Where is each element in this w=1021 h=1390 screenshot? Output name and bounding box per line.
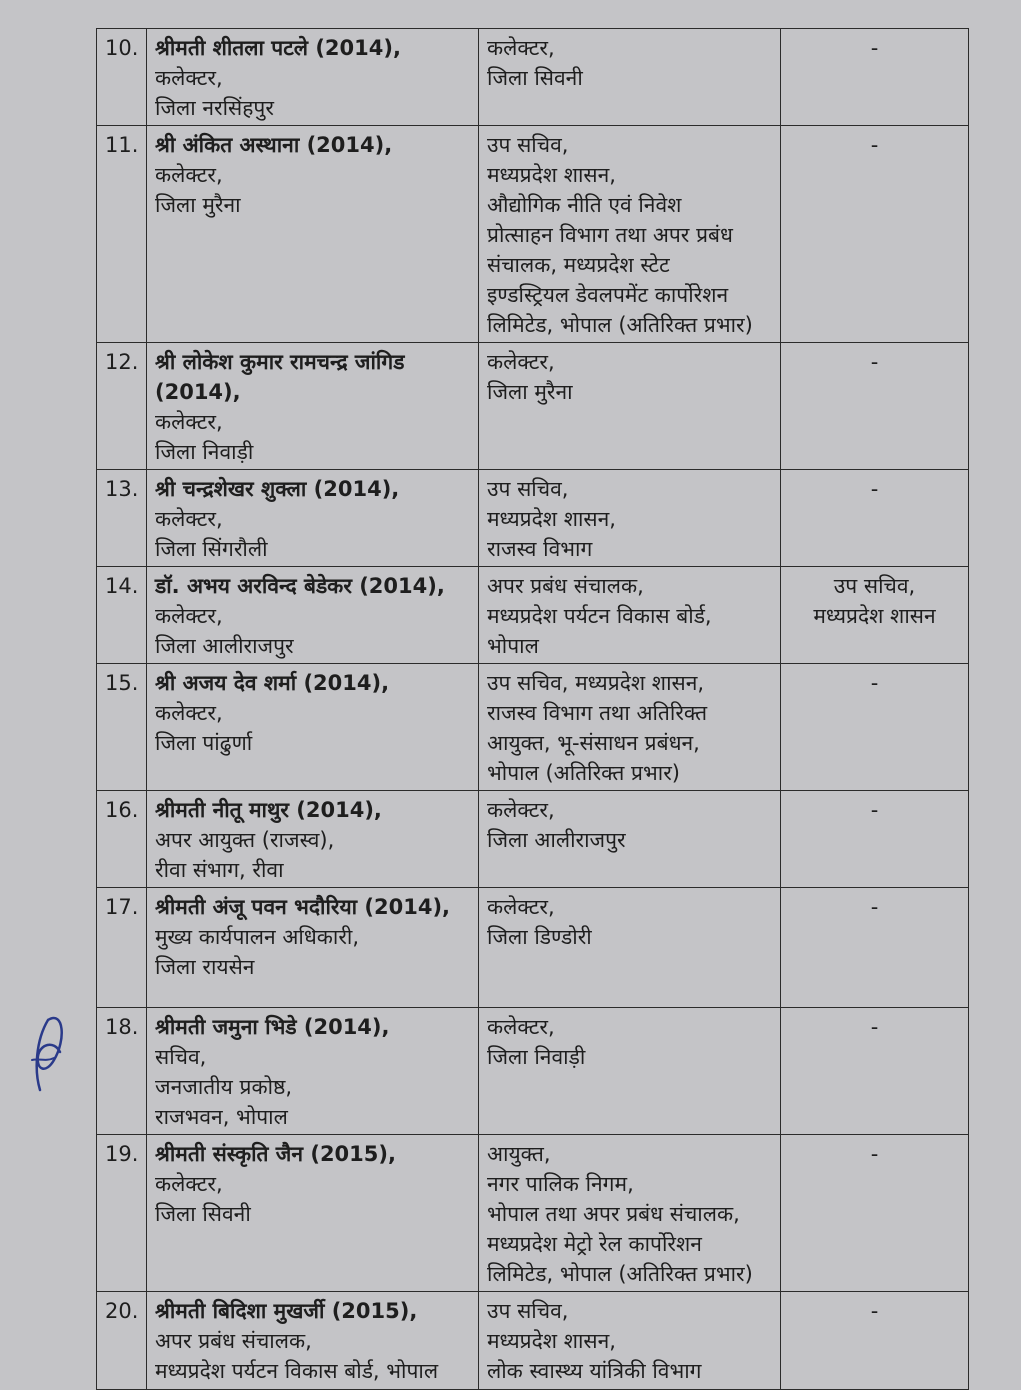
officer-name: श्रीमती बिदिशा मुखर्जी (2015), xyxy=(155,1299,418,1323)
officer-name: श्रीमती नीतू माथुर (2014), xyxy=(155,798,382,822)
officer-cell xyxy=(147,29,479,126)
table-row xyxy=(97,343,969,470)
new-post-cell xyxy=(479,1292,781,1390)
new-post-cell xyxy=(479,29,781,126)
additional-charge-cell xyxy=(781,126,969,343)
new-post-line: संचालक, मध्यप्रदेश स्टेट xyxy=(487,253,670,277)
officer-name: श्री चन्द्रशेखर शुक्ला (2014), xyxy=(155,477,400,501)
serial-number: 12. xyxy=(97,343,147,470)
current-post-line: मध्यप्रदेश पर्यटन विकास बोर्ड, भोपाल xyxy=(155,1359,439,1383)
officer-name: श्री लोकेश कुमार रामचन्द्र जांगिड (2014), xyxy=(155,350,405,404)
officer-cell xyxy=(147,470,479,567)
new-post-line: उप सचिव, मध्यप्रदेश शासन, xyxy=(487,671,705,695)
additional-charge-line: मध्यप्रदेश शासन xyxy=(813,604,936,628)
serial-number: 13. xyxy=(97,470,147,567)
table-row xyxy=(97,126,969,343)
additional-charge-cell xyxy=(781,1292,969,1390)
current-post-line: कलेक्टर, xyxy=(155,507,223,531)
serial-number: 16. xyxy=(97,791,147,888)
table-row xyxy=(97,1292,969,1390)
additional-charge-cell xyxy=(781,791,969,888)
new-post-line: इण्डस्ट्रियल डेवलपमेंट कार्पोरेशन xyxy=(487,283,729,307)
new-post-line: राजस्व विभाग xyxy=(487,537,593,561)
current-post-line: राजभवन, भोपाल xyxy=(155,1105,288,1129)
new-post-line: जिला सिवनी xyxy=(487,66,583,90)
new-post-line: कलेक्टर, xyxy=(487,895,555,919)
additional-charge-line: - xyxy=(870,671,879,695)
additional-charge-cell xyxy=(781,567,969,664)
officer-cell xyxy=(147,1292,479,1390)
additional-charge-cell xyxy=(781,343,969,470)
new-post-line: औद्योगिक नीति एवं निवेश xyxy=(487,193,682,217)
new-post-line: भोपाल xyxy=(487,634,539,658)
transfer-orders-table xyxy=(96,28,969,1390)
new-post-line: जिला डिण्डोरी xyxy=(487,925,592,949)
additional-charge-line: - xyxy=(870,895,879,919)
current-post-line: जिला मुरैना xyxy=(155,193,241,217)
new-post-line: जिला निवाड़ी xyxy=(487,1045,586,1069)
current-post-line: कलेक्टर, xyxy=(155,410,223,434)
current-post-line: कलेक्टर, xyxy=(155,66,223,90)
additional-charge-line: - xyxy=(870,1142,879,1166)
new-post-cell xyxy=(479,470,781,567)
officer-cell xyxy=(147,343,479,470)
table-row xyxy=(97,1135,969,1292)
current-post-line: जिला निवाड़ी xyxy=(155,440,254,464)
serial-number: 14. xyxy=(97,567,147,664)
current-post-line: अपर आयुक्त (राजस्व), xyxy=(155,828,335,852)
current-post-line: मुख्य कार्यपालन अधिकारी, xyxy=(155,925,360,949)
additional-charge-line: - xyxy=(870,798,879,822)
new-post-line: जिला आलीराजपुर xyxy=(487,828,626,852)
table-row xyxy=(97,29,969,126)
table-row xyxy=(97,888,969,1008)
serial-number: 11. xyxy=(97,126,147,343)
new-post-line: लिमिटेड, भोपाल (अतिरिक्त प्रभार) xyxy=(487,1262,753,1286)
new-post-line: जिला मुरैना xyxy=(487,380,573,404)
officer-name: श्रीमती जमुना भिडे (2014), xyxy=(155,1015,390,1039)
officer-name: श्रीमती अंजू पवन भदौरिया (2014), xyxy=(155,895,451,919)
new-post-cell xyxy=(479,1008,781,1135)
officer-name: श्रीमती संस्कृति जैन (2015), xyxy=(155,1142,396,1166)
current-post-line: जिला रायसेन xyxy=(155,955,255,979)
officer-cell xyxy=(147,791,479,888)
current-post-line: सचिव, xyxy=(155,1045,207,1069)
serial-number: 20. xyxy=(97,1292,147,1390)
serial-number: 19. xyxy=(97,1135,147,1292)
additional-charge-line: - xyxy=(870,1299,879,1323)
new-post-line: प्रोत्साहन विभाग तथा अपर प्रबंध xyxy=(487,223,733,247)
officer-name: श्री अंकित अस्थाना (2014), xyxy=(155,133,393,157)
new-post-line: कलेक्टर, xyxy=(487,1015,555,1039)
new-post-line: मध्यप्रदेश शासन, xyxy=(487,163,616,187)
additional-charge-cell xyxy=(781,664,969,791)
new-post-line: उप सचिव, xyxy=(487,133,569,157)
new-post-cell xyxy=(479,888,781,1008)
current-post-line: कलेक्टर, xyxy=(155,604,223,628)
new-post-line: राजस्व विभाग तथा अतिरिक्त xyxy=(487,701,708,725)
signature-mark xyxy=(24,1000,68,1100)
current-post-line: जिला सिवनी xyxy=(155,1202,251,1226)
serial-number: 10. xyxy=(97,29,147,126)
current-post-line: कलेक्टर, xyxy=(155,701,223,725)
current-post-line: जिला नरसिंहपुर xyxy=(155,96,274,120)
new-post-line: लिमिटेड, भोपाल (अतिरिक्त प्रभार) xyxy=(487,313,753,337)
new-post-line: मध्यप्रदेश पर्यटन विकास बोर्ड, xyxy=(487,604,712,628)
new-post-line: भोपाल (अतिरिक्त प्रभार) xyxy=(487,761,680,785)
serial-number: 18. xyxy=(97,1008,147,1135)
additional-charge-line: - xyxy=(870,477,879,501)
new-post-line: उप सचिव, xyxy=(487,477,569,501)
additional-charge-cell xyxy=(781,1135,969,1292)
new-post-cell xyxy=(479,664,781,791)
new-post-line: अपर प्रबंध संचालक, xyxy=(487,574,644,598)
new-post-cell xyxy=(479,567,781,664)
serial-number: 17. xyxy=(97,888,147,1008)
serial-number: 15. xyxy=(97,664,147,791)
officer-cell xyxy=(147,1135,479,1292)
officer-cell xyxy=(147,126,479,343)
additional-charge-cell xyxy=(781,888,969,1008)
current-post-line: रीवा संभाग, रीवा xyxy=(155,858,284,882)
current-post-line: जिला सिंगरौली xyxy=(155,537,268,561)
new-post-line: लोक स्वास्थ्य यांत्रिकी विभाग xyxy=(487,1359,702,1383)
current-post-line: जिला पांढुर्णा xyxy=(155,731,253,755)
additional-charge-line: - xyxy=(870,1015,879,1039)
additional-charge-line: - xyxy=(870,36,879,60)
new-post-line: मध्यप्रदेश मेट्रो रेल कार्पोरेशन xyxy=(487,1232,702,1256)
new-post-line: आयुक्त, xyxy=(487,1142,551,1166)
table-row xyxy=(97,1008,969,1135)
table-row xyxy=(97,791,969,888)
new-post-cell xyxy=(479,791,781,888)
additional-charge-line: उप सचिव, xyxy=(833,574,916,598)
new-post-line: नगर पालिक निगम, xyxy=(487,1172,634,1196)
additional-charge-line: - xyxy=(870,350,879,374)
table-row xyxy=(97,664,969,791)
new-post-line: कलेक्टर, xyxy=(487,350,555,374)
officer-name: डॉ. अभय अरविन्द बेडेकर (2014), xyxy=(155,574,445,598)
new-post-line: कलेक्टर, xyxy=(487,798,555,822)
new-post-line: कलेक्टर, xyxy=(487,36,555,60)
officer-name: श्री अजय देव शर्मा (2014), xyxy=(155,671,390,695)
officer-name: श्रीमती शीतला पटले (2014), xyxy=(155,36,401,60)
new-post-line: उप सचिव, xyxy=(487,1299,569,1323)
table-row xyxy=(97,567,969,664)
current-post-line: अपर प्रबंध संचालक, xyxy=(155,1329,312,1353)
new-post-cell xyxy=(479,1135,781,1292)
new-post-cell xyxy=(479,126,781,343)
additional-charge-cell xyxy=(781,1008,969,1135)
additional-charge-cell xyxy=(781,470,969,567)
new-post-cell xyxy=(479,343,781,470)
current-post-line: कलेक्टर, xyxy=(155,1172,223,1196)
additional-charge-cell xyxy=(781,29,969,126)
table-body xyxy=(97,29,969,1390)
current-post-line: जनजातीय प्रकोष्ठ, xyxy=(155,1075,293,1099)
officer-cell xyxy=(147,664,479,791)
new-post-line: मध्यप्रदेश शासन, xyxy=(487,507,616,531)
table-row xyxy=(97,470,969,567)
officer-cell xyxy=(147,1008,479,1135)
new-post-line: आयुक्त, भू-संसाधन प्रबंधन, xyxy=(487,731,700,755)
new-post-line: मध्यप्रदेश शासन, xyxy=(487,1329,616,1353)
officer-cell xyxy=(147,567,479,664)
additional-charge-line: - xyxy=(870,133,879,157)
current-post-line: कलेक्टर, xyxy=(155,163,223,187)
new-post-line: भोपाल तथा अपर प्रबंध संचालक, xyxy=(487,1202,740,1226)
current-post-line: जिला आलीराजपुर xyxy=(155,634,294,658)
officer-cell xyxy=(147,888,479,1008)
